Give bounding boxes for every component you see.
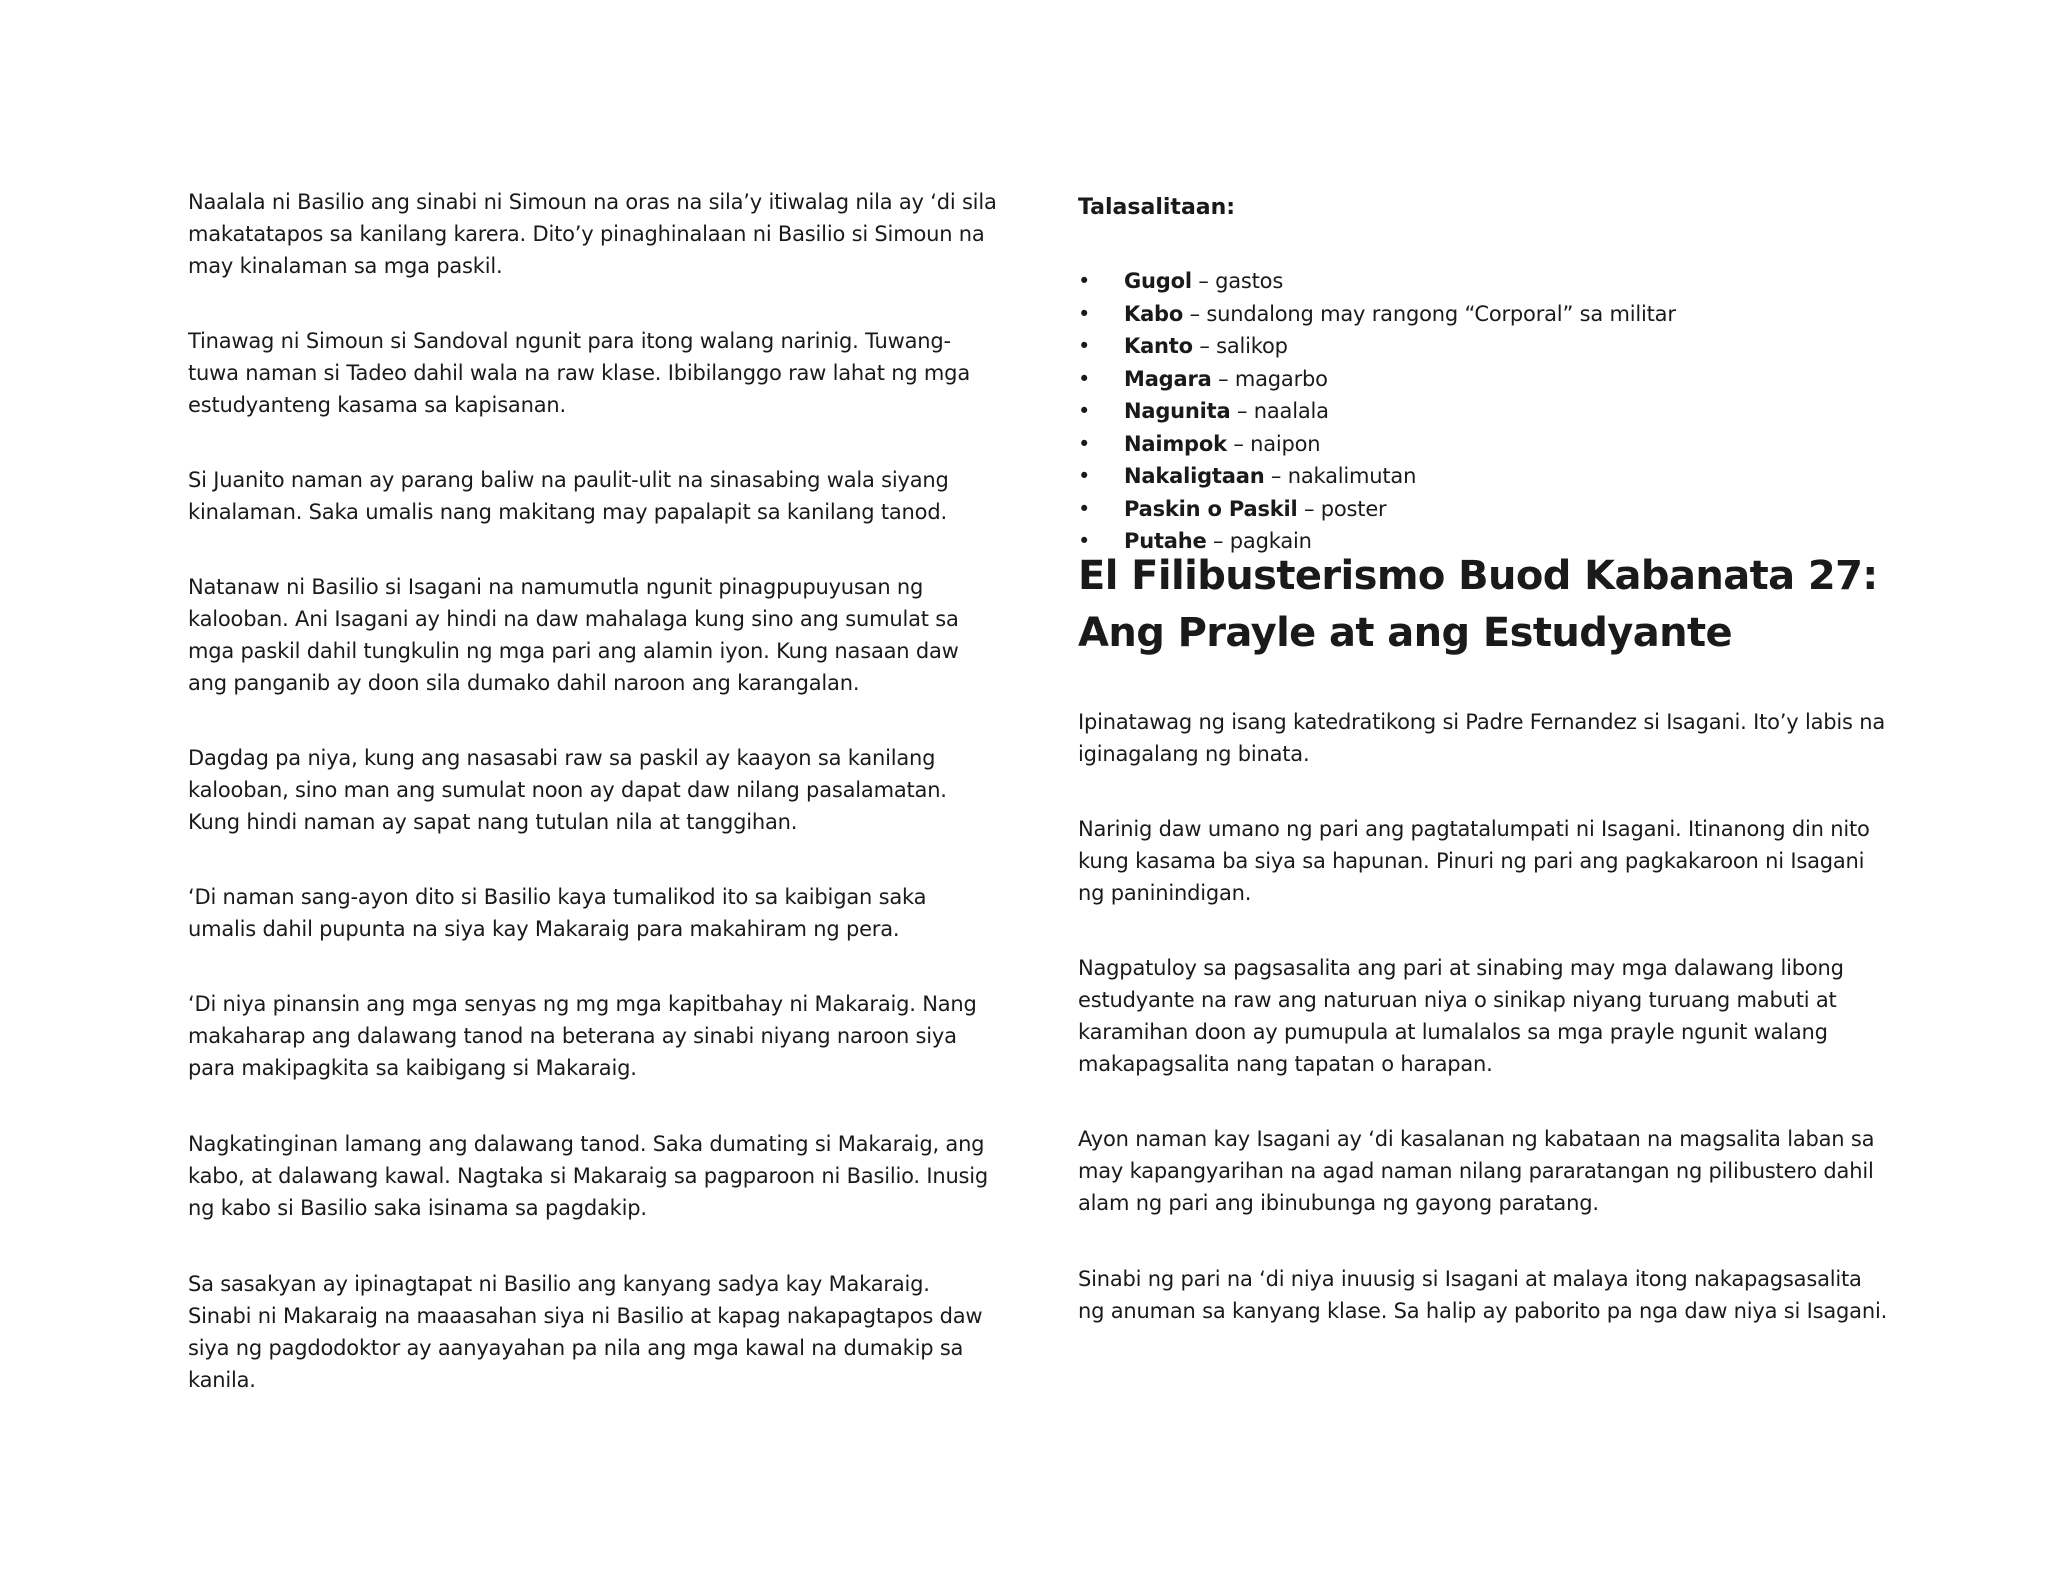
vocabulary-definition: – magarbo	[1211, 366, 1328, 391]
vocabulary-term: Kabo	[1124, 301, 1184, 326]
vocabulary-definition: – gastos	[1191, 269, 1284, 293]
vocabulary-definition: – naipon	[1226, 431, 1321, 456]
vocabulary-definition: – nakalimutan	[1264, 464, 1417, 488]
paragraph: Nagkatinginan lamang ang dalawang tanod. Saka dumating si Makaraig, ang kabo, at dalawang kawal. Nagtaka si Makaraig sa pagparoon ni Basilio. Inusig ng kabo si Basilio saka isinama sa pagdakip.	[188, 1132, 989, 1220]
vocabulary-item	[1078, 363, 1676, 396]
vocabulary-term: Paskin o Paskil	[1124, 496, 1298, 521]
vocabulary-definition: – pagkain	[1206, 529, 1312, 553]
vocabulary-item	[1078, 265, 1676, 298]
vocabulary-definition: – poster	[1297, 496, 1387, 521]
paragraph: Tinawag ni Simoun si Sandoval ngunit para itong walang narinig. Tuwang-tuwa naman si Tadeo dahil wala na raw klase. Ibibilanggo raw lahat ng mga estudyanteng kasama sa kapisanan.	[188, 329, 970, 417]
paragraph: ‘Di naman sang-ayon dito si Basilio kaya tumalikod ito sa kaibigan saka umalis dahil pupunta na siya kay Makaraig para makahiram ng pera.	[188, 885, 927, 941]
vocabulary-item	[1078, 460, 1676, 493]
paragraph: ‘Di niya pinansin ang mga senyas ng mg mga kapitbahay ni Makaraig. Nang makaharap ang dalawang tanod na beterana ay sinabi niyang naroon siya para makipagkita sa kaibigang si Makaraig.	[188, 992, 977, 1080]
vocabulary-list	[1078, 265, 1676, 558]
bullet-icon: •	[1078, 334, 1091, 358]
vocabulary-definition: – naalala	[1230, 399, 1329, 423]
vocabulary-term: Magara	[1124, 366, 1212, 391]
paragraph: Si Juanito naman ay parang baliw na paulit-ulit na sinasabing wala siyang kinalaman. Saka umalis nang makitang may papalapit sa kanilang tanod.	[188, 468, 949, 524]
vocabulary-term: Naimpok	[1124, 431, 1227, 456]
paragraph: Narinig daw umano ng pari ang pagtatalumpati ni Isagani. Itinanong din nito kung kasama ba siya sa hapunan. Pinuri ng pari ang pagkakaroon ni Isagani ng paninindigan.	[1078, 817, 1870, 905]
vocabulary-definition: – salikop	[1192, 334, 1288, 358]
bullet-icon: •	[1078, 366, 1091, 391]
vocabulary-item	[1078, 298, 1676, 331]
vocabulary-definition: – sundalong may rangong “Corporal” sa militar	[1183, 301, 1676, 326]
vocabulary-item	[1078, 428, 1676, 461]
bullet-icon: •	[1078, 496, 1091, 521]
paragraph: Nagpatuloy sa pagsasalita ang pari at sinabing may mga dalawang libong estudyante na raw ang naturuan niya o sinikap niyang turuang mabuti at karamihan doon ay pumupula at lumalalos sa mga prayle ngunit walang makapagsalita nang tapatan o harapan.	[1078, 956, 1844, 1076]
vocabulary-item	[1078, 493, 1676, 526]
vocabulary-item	[1078, 330, 1676, 363]
vocabulary-item	[1078, 395, 1676, 428]
bullet-icon: •	[1078, 464, 1091, 488]
paragraph: Sinabi ng pari na ‘di niya inuusig si Isagani at malaya itong nakapagsasalita ng anuman sa kanyang klase. Sa halip ay paborito pa nga daw niya si Isagani.	[1078, 1267, 1888, 1323]
paragraph: Sa sasakyan ay ipinagtapat ni Basilio ang kanyang sadya kay Makaraig. Sinabi ni Makaraig na maaasahan siya ni Basilio at kapag nakapagtapos daw siya ng pagdodoktor ay aanyayahan pa nila ang mga kawal na dumakip sa kanila.	[188, 1272, 983, 1392]
vocabulary-term: Gugol	[1124, 269, 1192, 293]
paragraph: Natanaw ni Basilio si Isagani na namumutla ngunit pinagpupuyusan ng kalooban. Ani Isagani ay hindi na daw mahalaga kung sino ang sumulat sa mga paskil dahil tungkulin ng mga pari ang alamin iyon. Kung nasaan daw ang panganib ay doon sila dumako dahil naroon ang karangalan.	[188, 575, 959, 695]
bullet-icon: •	[1078, 399, 1091, 423]
vocabulary-term: Nakaligtaan	[1124, 464, 1265, 488]
paragraph: Ayon naman kay Isagani ay ‘di kasalanan ng kabataan na magsalita laban sa may kapangyarihan na agad naman nilang pararatangan ng pilibustero dahil alam ng pari ang ibinubunga ng gayong paratang.	[1078, 1127, 1875, 1215]
vocabulary-heading: Talasalitaan:	[1078, 195, 1236, 220]
vocabulary-term: Nagunita	[1124, 399, 1231, 423]
paragraph: Dagdag pa niya, kung ang nasasabi raw sa paskil ay kaayon sa kanilang kalooban, sino man ang sumulat noon ay dapat daw nilang pasalamatan. Kung hindi naman ay sapat nang tutulan nila at tanggihan.	[188, 746, 947, 834]
bullet-icon: •	[1078, 301, 1091, 326]
bullet-icon: •	[1078, 529, 1091, 553]
paragraph: Naalala ni Basilio ang sinabi ni Simoun na oras na sila’y itiwalag nila ay ‘di sila makatatapos sa kanilang karera. Dito’y pinaghinalaan ni Basilio si Simoun na may kinalaman sa mga paskil.	[188, 190, 997, 278]
chapter-title: El Filibusterismo Buod Kabanata 27: Ang Prayle at ang Estudyante	[1078, 553, 1878, 656]
bullet-icon: •	[1078, 431, 1091, 456]
vocabulary-term: Putahe	[1124, 529, 1207, 553]
vocabulary-term: Kanto	[1124, 334, 1193, 358]
paragraph: Ipinatawag ng isang katedratikong si Padre Fernandez si Isagani. Ito’y labis na iginagalang ng binata.	[1078, 710, 1886, 766]
bullet-icon: •	[1078, 269, 1091, 293]
